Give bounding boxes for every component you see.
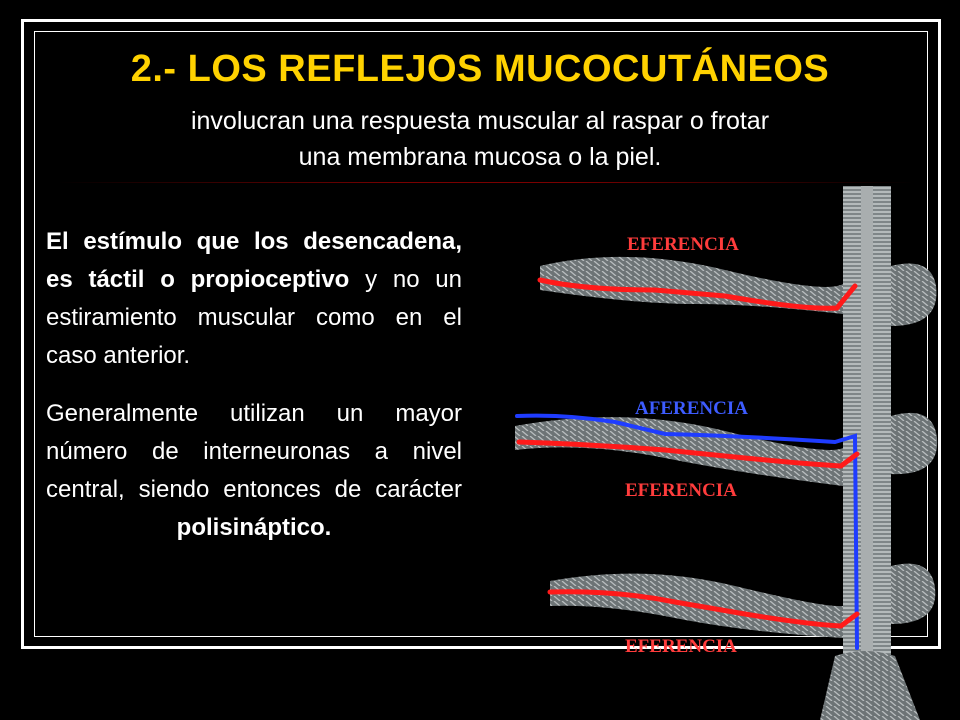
body-text xyxy=(46,223,462,547)
label-efferent-bottom: EFERENCIA xyxy=(625,636,737,657)
spinal-cord-base xyxy=(820,651,920,720)
label-afferent: AFERENCIA xyxy=(635,398,748,419)
paragraph-1-bold: El estímulo que los desencadena, es táctil o propioceptivo xyxy=(46,228,462,293)
reflex-arc-diagram xyxy=(505,186,960,720)
nerve-root-right-3 xyxy=(891,564,935,624)
paragraph-1-rest: y no un estiramiento muscular como en el caso anterior. xyxy=(46,266,462,369)
label-efferent-top: EFERENCIA xyxy=(627,234,739,255)
paragraph-1 xyxy=(46,223,462,375)
label-efferent-middle: EFERENCIA xyxy=(625,480,737,501)
subtitle-line-1: involucran una respuesta muscular al raspar o frotar xyxy=(190,107,770,135)
subtitle-line-2: una membrana mucosa o la piel. xyxy=(298,143,662,171)
title-divider xyxy=(58,182,913,183)
slide-title: 2.- LOS REFLEJOS MUCOCUTÁNEOS xyxy=(130,48,830,90)
nerve-root-right-1 xyxy=(891,264,936,327)
spinal-cord-core xyxy=(861,186,873,720)
paragraph-2: Generalmente utilizan un mayor número de interneuronas a nivel central, siendo entonces de carácter xyxy=(46,400,462,503)
paragraph-2-emphasis: polisináptico. xyxy=(176,514,332,541)
nerve-root-right-2 xyxy=(891,413,937,474)
slide-subtitle xyxy=(60,103,900,175)
